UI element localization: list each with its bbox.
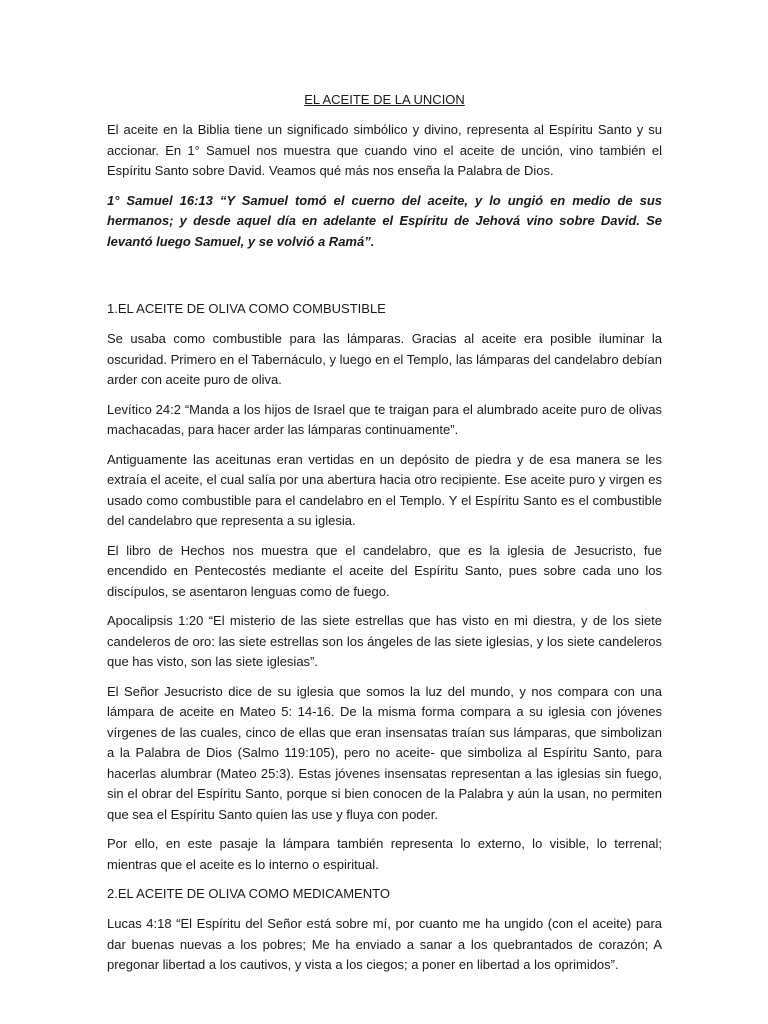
paragraph: Antiguamente las aceitunas eran vertidas en un depósito de piedra y de esa manera se les extraía el aceite, el cual salía por una abertura hacia otro recipiente. Ese aceite puro y virgen es usado como combustible para el candelabro en el Templo. Y el Espíritu Santo es el combustible del candelabro que representa a su iglesia. xyxy=(107,451,662,528)
scripture-quote: Lucas 4:18 “El Espíritu del Señor está sobre mí, por cuanto me ha ungido (con el aceite) para dar buenas nuevas a los pobres; Me ha enviado a sanar a los quebrantados de corazón; A pregonar libertad a los cautivos, y vista a los ciegos; a poner en libertad a los oprimidos”. xyxy=(107,916,662,972)
section-heading-combustible: 1.EL ACEITE DE OLIVA COMO COMBUSTIBLE xyxy=(107,301,386,316)
key-verse: 1° Samuel 16:13 “Y Samuel tomó el cuerno del aceite, y lo ungió en medio de sus hermanos; y desde aquel día en adelante el Espíritu de Jehová vino sobre David. Se levantó luego Samuel, y se volvió a Ramá”. xyxy=(107,192,662,249)
blank-line xyxy=(107,262,662,299)
intro-paragraph: El aceite en la Biblia tiene un significado simbólico y divino, representa al Espíritu Santo y su accionar. En 1° Samuel nos muestra que cuando vino el aceite de unción, vino también el Espíritu Santo sobre David. Veamos qué más nos enseña la Palabra de Dios. xyxy=(107,122,662,178)
scripture-quote: Levítico 24:2 “Manda a los hijos de Israel que te traigan para el alumbrado aceite puro de olivas machacadas, para hacer arder las lámparas continuamente”. xyxy=(107,401,662,437)
paragraph: Se usaba como combustible para las lámparas. Gracias al aceite era posible iluminar la oscuridad. Primero en el Tabernáculo, y luego en el Templo, las lámparas del candelabro debían arder con aceite puro de oliva. xyxy=(107,331,662,387)
section-heading-medicamento: 2.EL ACEITE DE OLIVA COMO MEDICAMENTO xyxy=(107,886,390,901)
document-body xyxy=(107,90,662,985)
scripture-quote: Apocalipsis 1:20 “El misterio de las siete estrellas que has visto en mi diestra, y de los siete candeleros de oro: las siete estrellas son los ángeles de las siete iglesias, y los siete candeleros que has visto, son las siete iglesias”. xyxy=(107,613,662,669)
document-title: EL ACEITE DE LA UNCION xyxy=(304,92,465,107)
paragraph: El Señor Jesucristo dice de su iglesia que somos la luz del mundo, y nos compara con una lámpara de aceite en Mateo 5: 14-16. De la misma forma compara a su iglesia con jóvenes vírgenes de las cuales, cinco de ellas que eran insensatas traían sus lámparas, que simbolizan a la Palabra de Dios (Salmo 119:105), pero no aceite- que simboliza al Espíritu Santo, para hacerlas alumbrar (Mateo 25:3). Estas jóvenes insensatas representan a las iglesias sin fuego, sin el obrar del Espíritu Santo, porque si bien conocen de la Palabra y aún la usan, no permiten que sea el Espíritu Santo quien las use y fluya con poder. xyxy=(107,683,662,822)
paragraph: El libro de Hechos nos muestra que el candelabro, que es la iglesia de Jesucristo, fue encendido en Pentecostés mediante el aceite del Espíritu Santo, pues sobre cada uno los discípulos, se asentaron lenguas como de fuego. xyxy=(107,542,662,599)
paragraph: Por ello, en este pasaje la lámpara también representa lo externo, lo visible, lo terrenal; mientras que el aceite es lo interno o espiritual. xyxy=(107,836,662,872)
